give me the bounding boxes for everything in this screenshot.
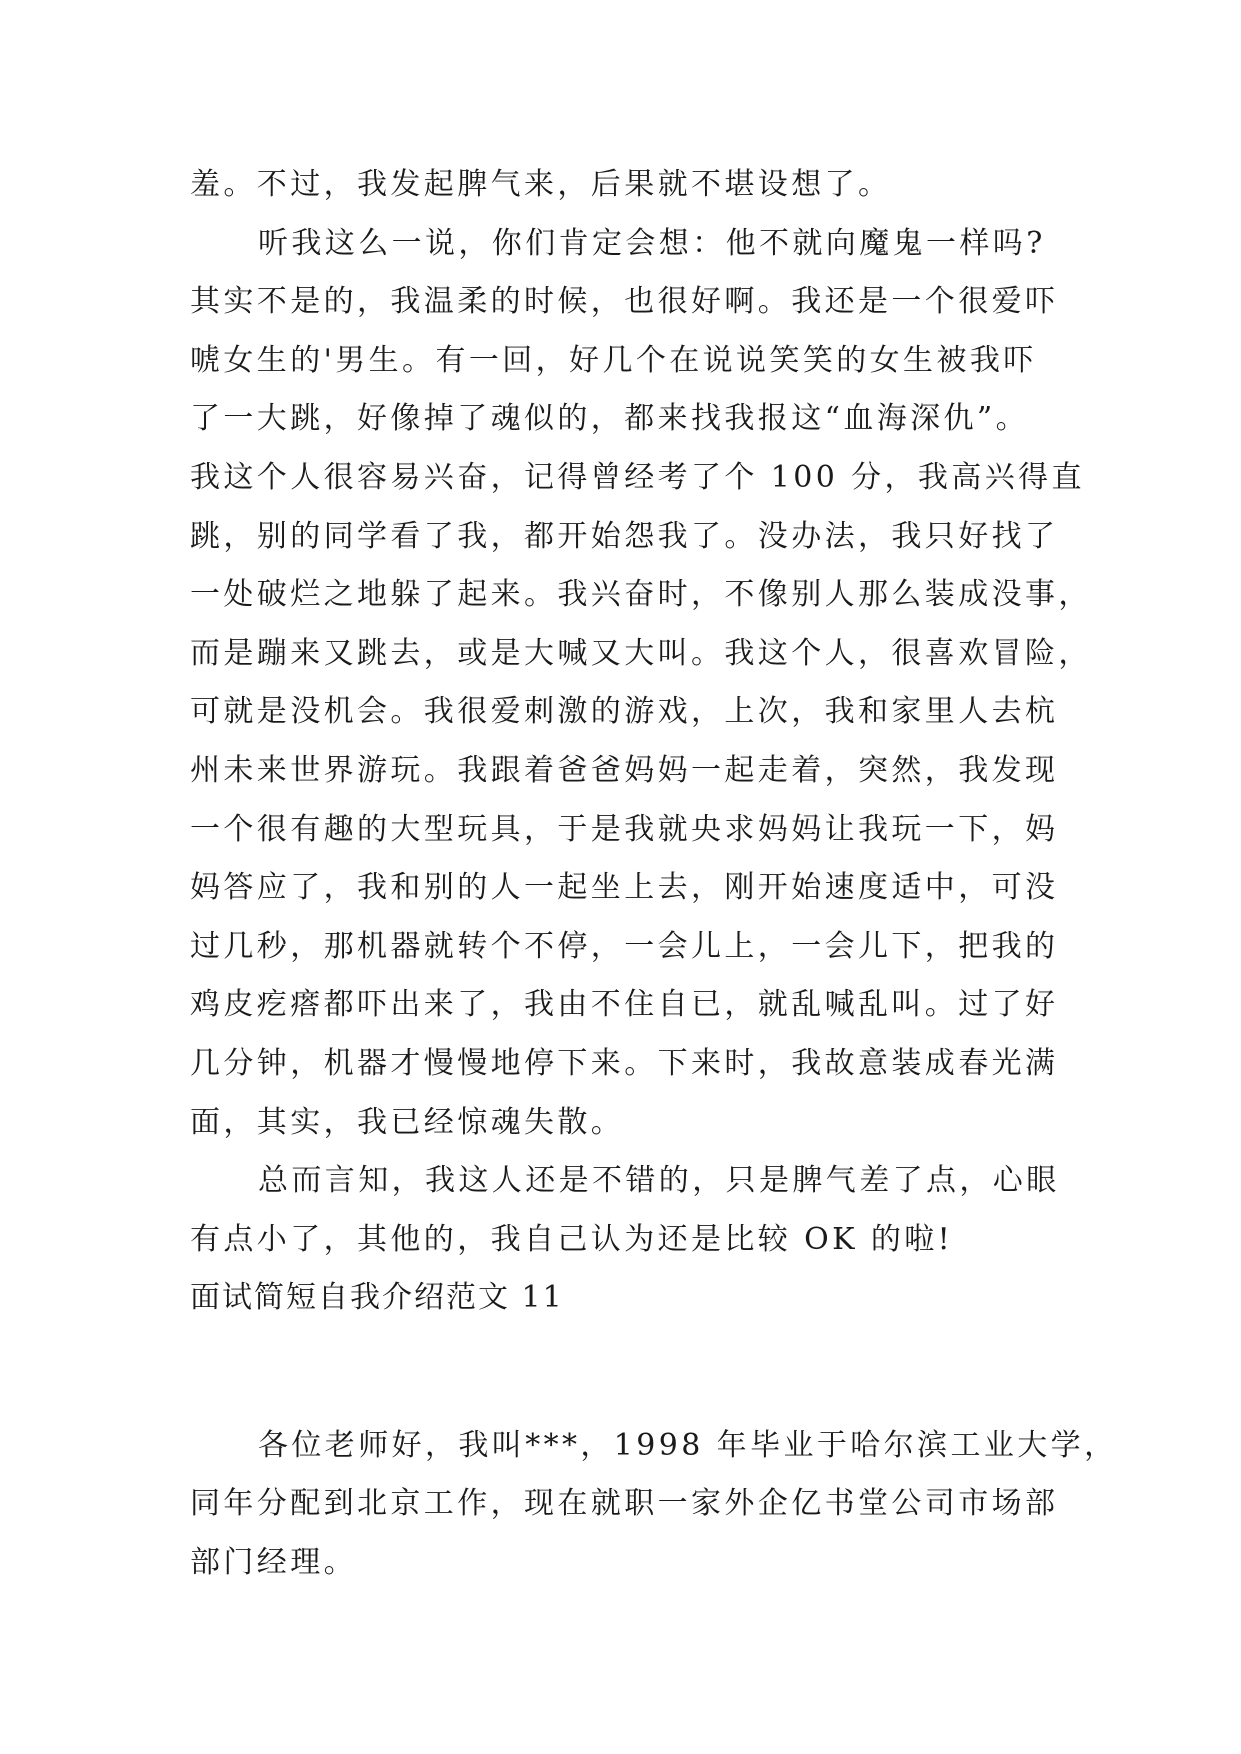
text-line: 有点小了，其他的，我自己认为还是比较 OK 的啦!: [190, 1221, 954, 1257]
text-line: 州未来世界游玩。我跟着爸爸妈妈一起走着，突然，我发现: [190, 752, 1059, 788]
text-line: 唬女生的'男生。有一回，好几个在说说笑笑的女生被我吓: [190, 342, 1037, 378]
text-line: 过几秒，那机器就转个不停，一会儿上，一会儿下，把我的: [190, 928, 1059, 964]
text-line: 鸡皮疙瘩都吓出来了，我由不住自已，就乱喊乱叫。过了好: [190, 987, 1059, 1023]
text-line: 部门经理。: [190, 1545, 357, 1581]
text-line: 一处破烂之地躲了起来。我兴奋时，不像别人那么装成没事，: [190, 577, 1092, 613]
document-body: [190, 156, 1118, 1593]
text-line: 一个很有趣的大型玩具，于是我就央求妈妈让我玩一下，妈: [190, 811, 1059, 847]
text-line: 同年分配到北京工作，现在就职一家外企亿书堂公司市场部: [190, 1486, 1059, 1522]
text-line: 羞。不过，我发起脾气来，后果就不堪设想了。: [190, 167, 892, 202]
section-heading: 面试简短自我介绍范文 11: [190, 1280, 564, 1316]
paragraph-start-line: 听我这么一说，你们肯定会想：他不就向魔鬼一样吗?: [258, 225, 1046, 261]
text-line: 了一大跳，好像掉了魂似的，都来找我报这“血海深仇”。: [190, 401, 1030, 437]
text-line: 可就是没机会。我很爱刺激的游戏，上次，我和家里人去杭: [190, 694, 1059, 730]
text-line: 而是蹦来又跳去，或是大喊又大叫。我这个人，很喜欢冒险，: [190, 635, 1092, 671]
text-line: 几分钟，机器才慢慢地停下来。下来时，我故意装成春光满: [190, 1045, 1059, 1081]
text-line: 面，其实，我已经惊魂失散。: [190, 1104, 625, 1140]
blank-space: [190, 1328, 1055, 1417]
text-line: 妈答应了，我和别的人一起坐上去，刚开始速度适中，可没: [190, 870, 1059, 906]
paragraph-start-line: 总而言知，我这人还是不错的，只是脾气差了点，心眼: [258, 1163, 1060, 1199]
paragraph-start-line: 各位老师好，我叫***，1998 年毕业于哈尔滨工业大学，: [258, 1427, 1118, 1463]
text-line: 我这个人很容易兴奋，记得曾经考了个 100 分，我高兴得直: [190, 459, 1085, 495]
text-line: 其实不是的，我温柔的时候，也很好啊。我还是一个很爱吓: [190, 284, 1059, 320]
text-line: 跳，别的同学看了我，都开始怨我了。没办法，我只好找了: [190, 518, 1059, 554]
